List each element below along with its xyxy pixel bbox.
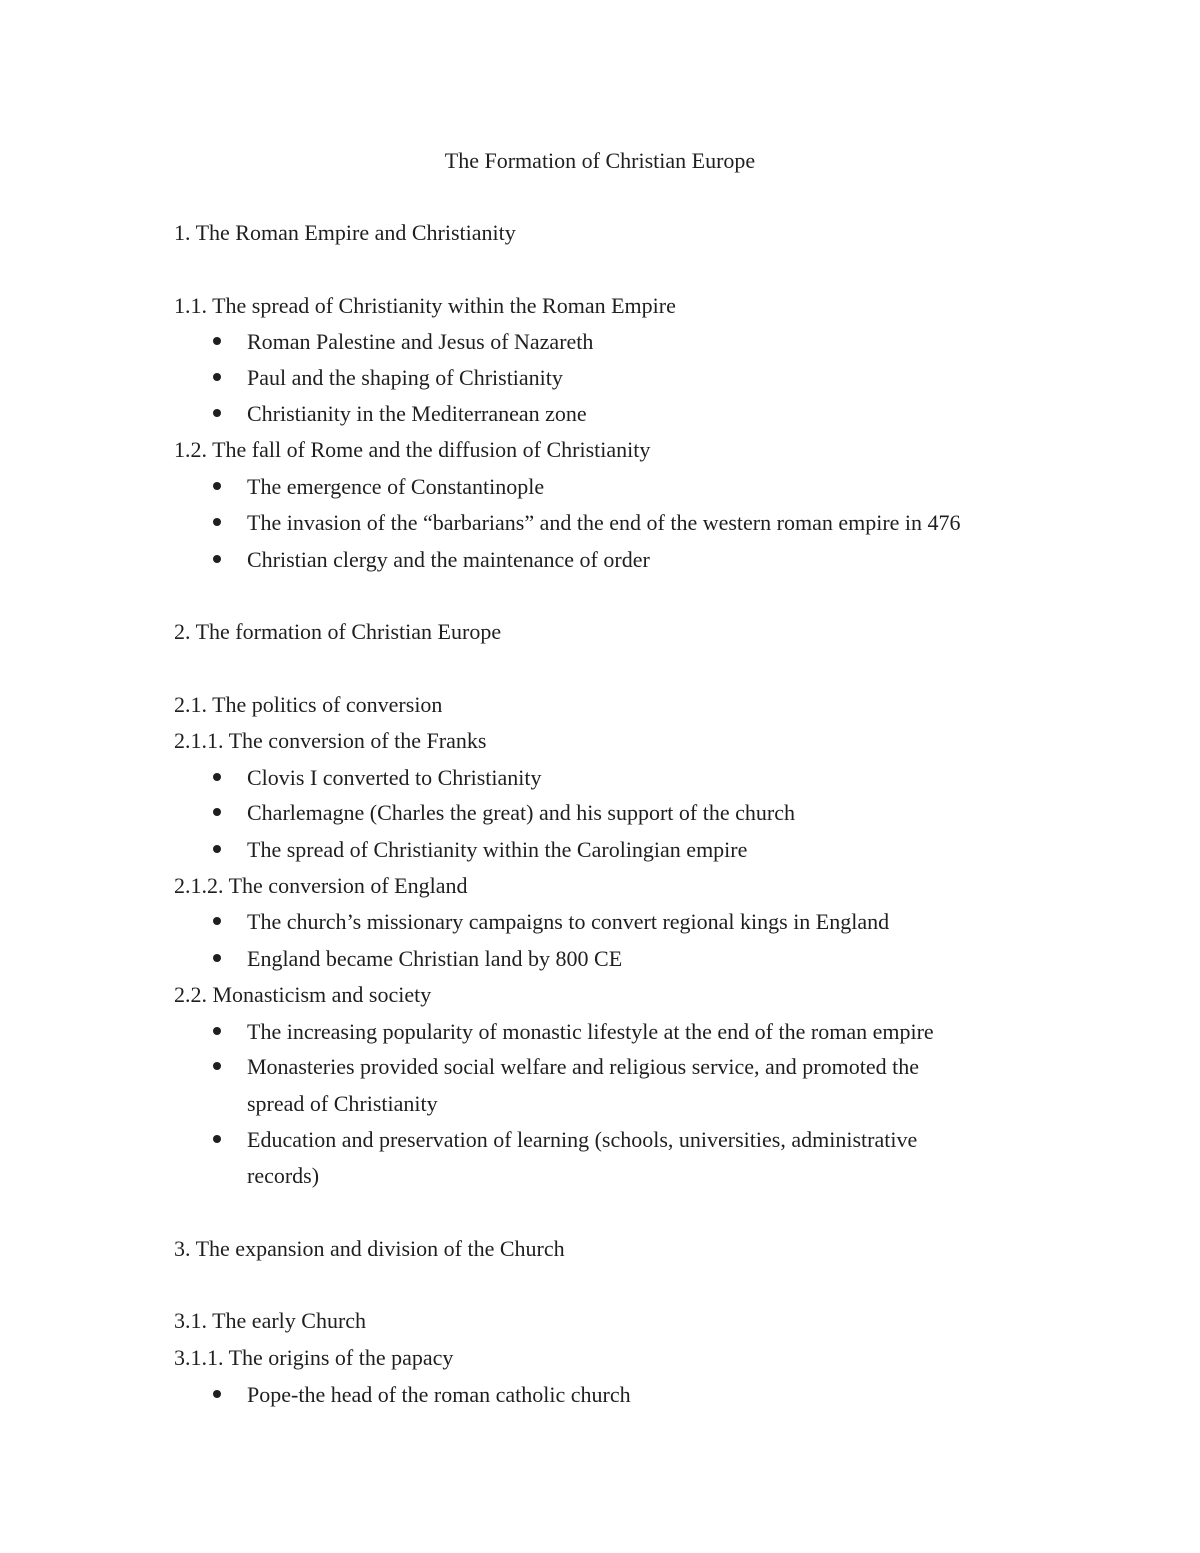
- section-1-heading: 1. The Roman Empire and Christianity: [174, 220, 516, 245]
- list-item: England became Christian land by 800 CE: [247, 944, 622, 974]
- list-item-continuation: spread of Christianity: [247, 1091, 438, 1116]
- bullet-icon: [213, 1027, 221, 1035]
- list-item: Pope-the head of the roman catholic church: [247, 1380, 631, 1410]
- bullet-icon: [213, 917, 221, 925]
- bullet-icon: [213, 337, 221, 345]
- list-item: The emergence of Constantinople: [247, 472, 544, 502]
- bullet-icon: [213, 1135, 221, 1143]
- section-2-1-1-heading: 2.1.1. The conversion of the Franks: [174, 728, 487, 753]
- list-item: The spread of Christianity within the Carolingian empire: [247, 835, 747, 865]
- list-item: The increasing popularity of monastic lifestyle at the end of the roman empire: [247, 1017, 934, 1047]
- list-item: Christianity in the Mediterranean zone: [247, 399, 587, 429]
- bullet-icon: [213, 555, 221, 563]
- section-1-1-heading: 1.1. The spread of Christianity within the Roman Empire: [174, 293, 676, 318]
- bullet-icon: [213, 373, 221, 381]
- list-item-continuation: records): [247, 1163, 320, 1188]
- list-item: Education and preservation of learning (schools, universities, administrative: [247, 1125, 917, 1155]
- bullet-icon: [213, 482, 221, 490]
- list-item: Monasteries provided social welfare and religious service, and promoted the: [247, 1052, 919, 1082]
- bullet-icon: [213, 409, 221, 417]
- bullet-icon: [213, 1062, 221, 1070]
- list-item: The invasion of the “barbarians” and the end of the western roman empire in 476: [247, 508, 961, 538]
- list-item: The church’s missionary campaigns to convert regional kings in England: [247, 907, 889, 937]
- section-2-1-2-heading: 2.1.2. The conversion of England: [174, 873, 468, 898]
- bullet-icon: [213, 1390, 221, 1398]
- bullet-icon: [213, 773, 221, 781]
- document-title: The Formation of Christian Europe: [444, 148, 756, 173]
- section-2-2-heading: 2.2. Monasticism and society: [174, 982, 432, 1007]
- list-item: Clovis I converted to Christianity: [247, 763, 542, 793]
- bullet-icon: [213, 518, 221, 526]
- list-item: Roman Palestine and Jesus of Nazareth: [247, 327, 593, 357]
- list-item: Christian clergy and the maintenance of order: [247, 545, 650, 575]
- list-item: Paul and the shaping of Christianity: [247, 363, 563, 393]
- section-2-heading: 2. The formation of Christian Europe: [174, 619, 502, 644]
- section-1-2-heading: 1.2. The fall of Rome and the diffusion of Christianity: [174, 437, 651, 462]
- section-3-heading: 3. The expansion and division of the Church: [174, 1236, 565, 1261]
- list-item: Charlemagne (Charles the great) and his support of the church: [247, 798, 795, 828]
- section-2-1-heading: 2.1. The politics of conversion: [174, 692, 443, 717]
- section-3-1-1-heading: 3.1.1. The origins of the papacy: [174, 1345, 454, 1370]
- bullet-icon: [213, 954, 221, 962]
- section-3-1-heading: 3.1. The early Church: [174, 1308, 367, 1333]
- bullet-icon: [213, 808, 221, 816]
- bullet-icon: [213, 845, 221, 853]
